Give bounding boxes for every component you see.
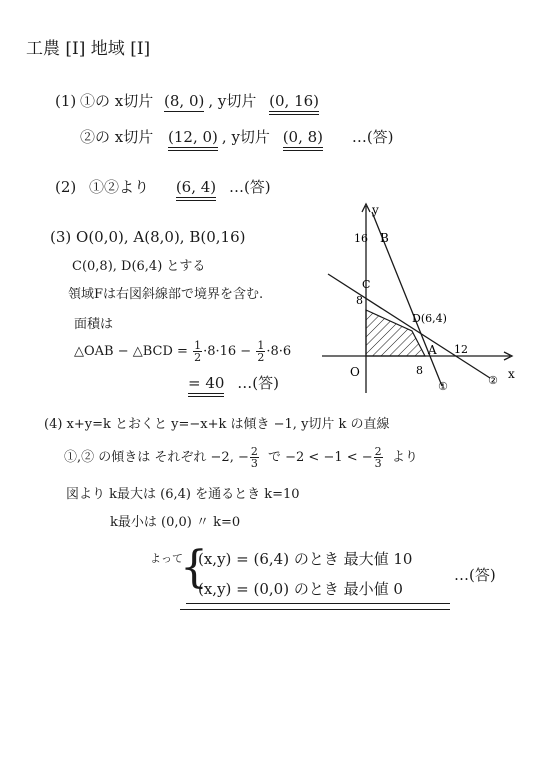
q3-result: = 40 — [188, 374, 224, 397]
q4-line3: 図より k最大は (6,4) を通るとき k=10 — [66, 487, 300, 502]
q4-line2-pre: ①,② の傾きは それぞれ −2, − — [64, 450, 249, 465]
region-graph — [318, 198, 518, 398]
q1-line1-y-intercept: (0, 16) — [269, 92, 319, 115]
q2-answer-mark: …(答) — [228, 178, 271, 196]
origin-label: O — [350, 365, 360, 379]
q3-area-pre: △OAB − △BCD = — [74, 344, 188, 359]
fraction-half-2: $\frac{1}{2}$ — [257, 339, 265, 364]
point-label-b: B — [380, 231, 389, 245]
y-axis-label: y — [372, 203, 379, 217]
q4-line2 — [64, 446, 418, 469]
tick-label-12: 12 — [454, 343, 468, 356]
q1-line2-pre: の x切片 — [95, 128, 154, 146]
q1-line1-pre: の x切片 — [95, 92, 154, 110]
q1-line2-mid: , y切片 — [221, 128, 270, 146]
q4-line1: (4) x+y=k とおくと y=−x+k は傾き −1, y切片 k の直線 — [44, 417, 390, 432]
q3-result-line — [188, 374, 279, 392]
q2-number: (2) — [55, 178, 77, 196]
line-2 — [328, 274, 490, 378]
q3-area-mid: ·8·16 − — [203, 344, 252, 359]
fraction-two-thirds-1: $\frac{2}{3}$ — [250, 445, 258, 470]
q4-line4: k最小は (0,0) 〃 k=0 — [110, 515, 241, 530]
q1-answer-mark: …(答) — [351, 128, 394, 146]
q3-area-end: ·8·6 — [266, 344, 292, 359]
q1-line2-x-intercept: (12, 0) — [168, 128, 218, 151]
fraction-two-thirds-2: $\frac{2}{3}$ — [374, 445, 382, 470]
q1-line1-x-intercept: (8, 0) — [164, 92, 205, 110]
q1-line2-y-intercept: (0, 8) — [283, 128, 323, 151]
q4-line5-lead: よって — [150, 552, 183, 565]
answer-underline-bottom — [180, 609, 450, 610]
q1-line2 — [80, 128, 394, 146]
circle-2-glyph: ② — [80, 128, 96, 146]
page-title: 工農 [I] 地域 [I] — [26, 39, 151, 59]
q2-answer: (6, 4) — [176, 178, 216, 201]
q3-area-expression — [74, 340, 291, 363]
q1-line1-mid: , y切片 — [208, 92, 257, 110]
point-label-a: A — [428, 343, 437, 357]
q1-number: (1) — [55, 92, 77, 110]
q4-line2-mid: で −2 < −1 < − — [268, 450, 373, 465]
line-1-tag: ① — [438, 380, 448, 393]
point-label-d: D(6,4) — [412, 312, 447, 325]
left-brace: { — [180, 542, 208, 593]
q3-answer-mark: …(答) — [237, 374, 279, 392]
q1-line1 — [80, 92, 319, 110]
q4-answer-mark: …(答) — [454, 566, 496, 584]
answer-underline-top — [186, 603, 450, 604]
tick-label-x8: 8 — [416, 364, 423, 377]
q3-line1: (3) O(0,0), A(8,0), B(0,16) — [50, 228, 246, 246]
fraction-half-1: $\frac{1}{2}$ — [194, 339, 202, 364]
circle-1-glyph: ① — [80, 92, 96, 110]
q4-line6: (x,y) = (0,0) のとき 最小値 0 — [198, 580, 403, 598]
tick-label-16: 16 — [354, 232, 368, 245]
q4-line2-end: より — [391, 450, 418, 465]
q4-line5: (x,y) = (6,4) のとき 最大値 10 — [198, 550, 413, 568]
q3-line4: 面積は — [74, 317, 114, 332]
x-axis-label: x — [508, 367, 515, 381]
q3-line2: C(0,8), D(6,4) とする — [72, 259, 206, 274]
line-2-tag: ② — [488, 374, 498, 387]
q2-pre: ①②より — [89, 178, 150, 196]
q2-line — [55, 178, 271, 196]
tick-label-8: 8 — [356, 294, 363, 307]
point-label-c: C — [362, 278, 371, 291]
q3-line3: 領域Fは右図斜線部で境界を含む. — [68, 287, 264, 302]
